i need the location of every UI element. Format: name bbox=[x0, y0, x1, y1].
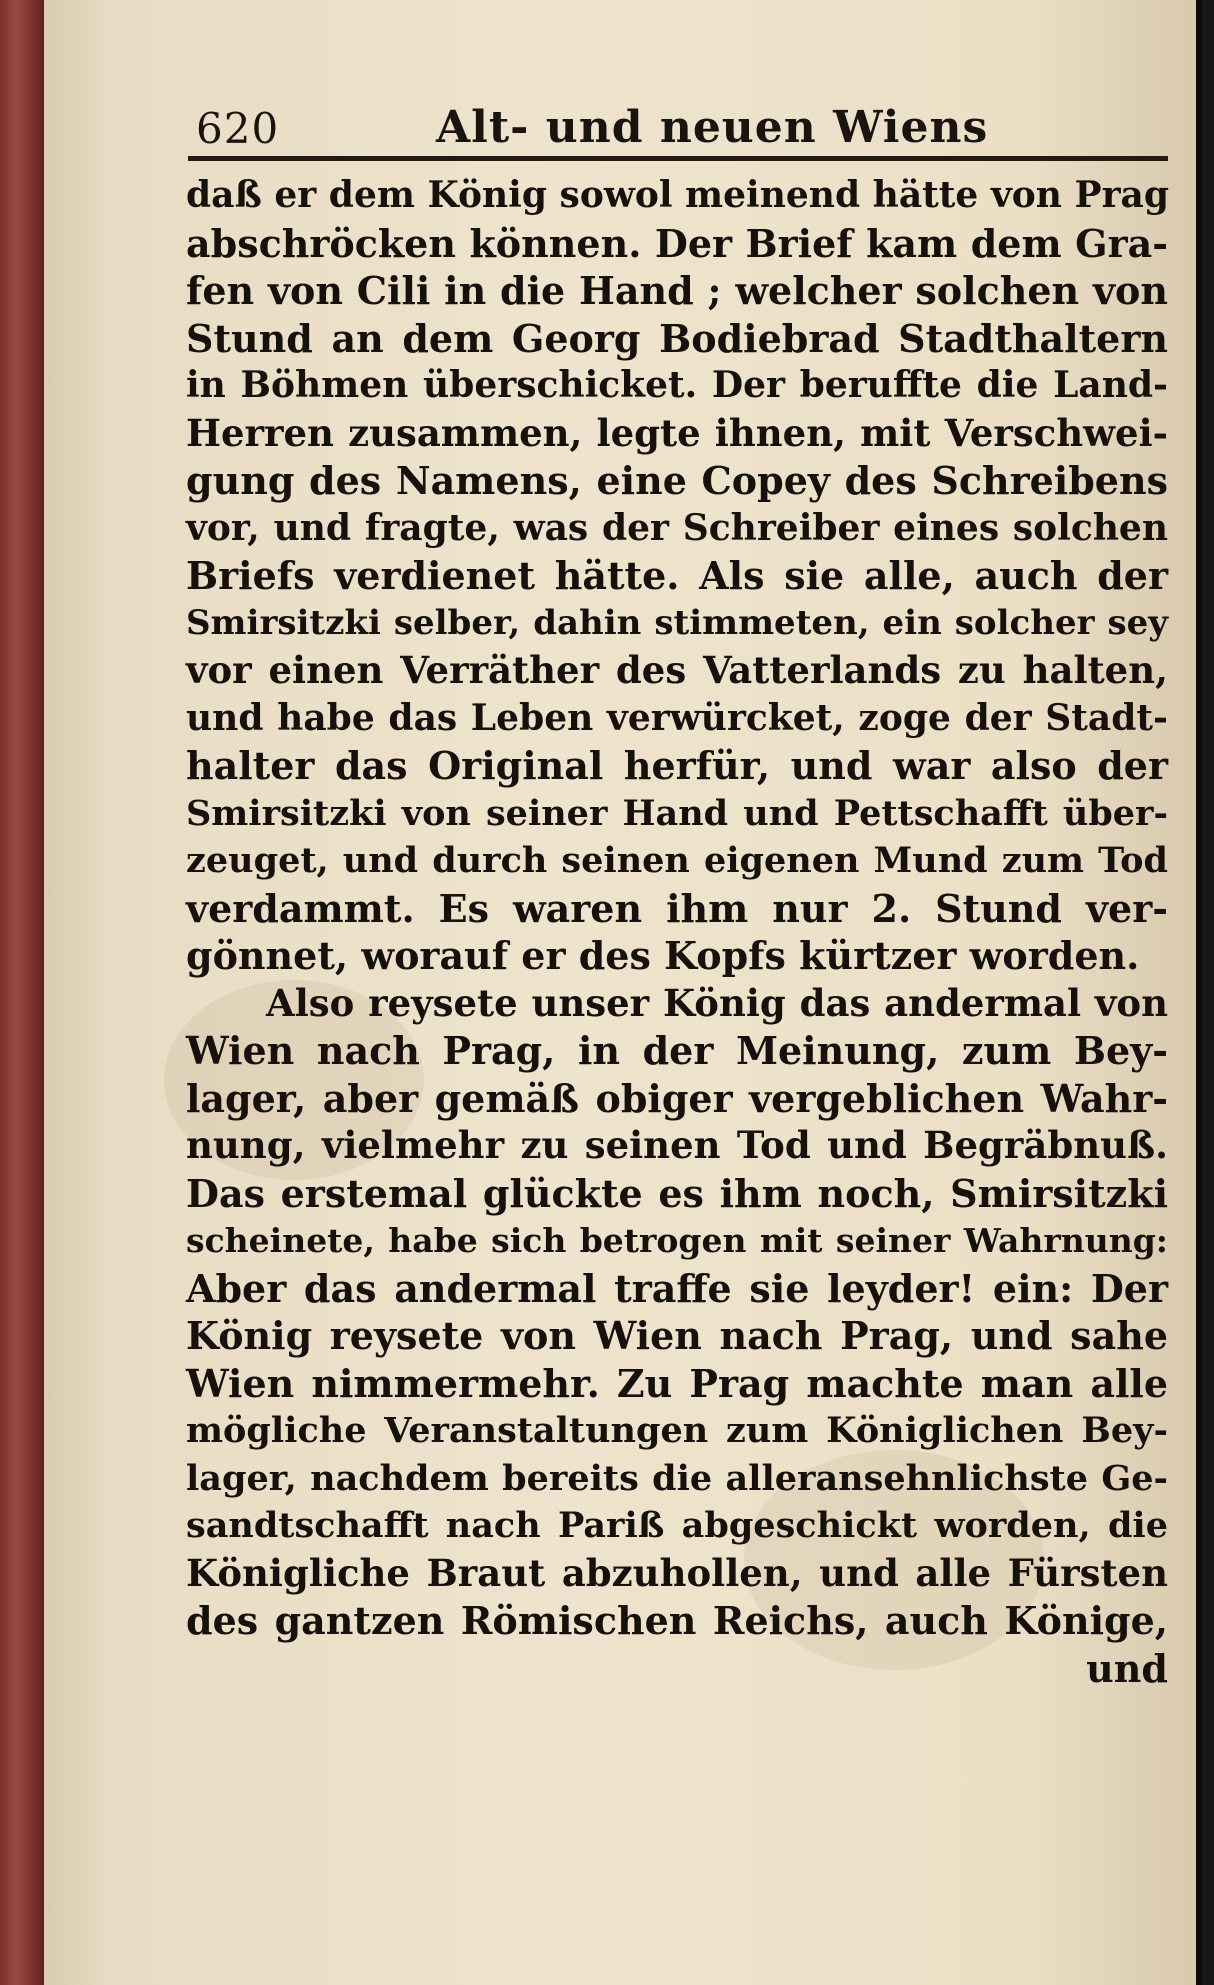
text-line: mögliche Veranstaltungen zum Königlichen Bey- bbox=[186, 1410, 1168, 1451]
book-spine bbox=[0, 0, 44, 1985]
text-line: verdammt. Es waren ihm nur 2. Stund ver- bbox=[186, 885, 1168, 931]
text-line: des gantzen Römischen Reichs, auch Könige, bbox=[186, 1598, 1168, 1643]
text-line: nung, vielmehr zu seinen Tod und Begräbnuß. bbox=[186, 1123, 1168, 1167]
text-line: fen von Cili in die Hand ; welcher solchen von bbox=[186, 268, 1168, 313]
page-edge bbox=[1202, 0, 1214, 1985]
text-line: Wien nach Prag, in der Meinung, zum Bey- bbox=[186, 1028, 1168, 1073]
text-line: zeuget, und durch seinen eigenen Mund zum Tod bbox=[186, 840, 1168, 881]
text-line: Smirsitzki von seiner Hand und Pettschafft über- bbox=[186, 792, 1168, 834]
text-line: und habe das Leben verwürcket, zoge der Stadt- bbox=[186, 696, 1168, 739]
text-line: abschröcken können. Der Brief kam dem Gra- bbox=[186, 220, 1168, 266]
text-line: vor, und fragte, was der Schreiber eines solchen bbox=[186, 506, 1168, 549]
text-line: daß er dem König sowol meinend hätte von Prag bbox=[186, 174, 1170, 216]
header-rule bbox=[188, 156, 1168, 161]
running-head: Alt- und neuen Wiens bbox=[436, 102, 989, 153]
text-line: Briefs verdienet hätte. Als sie alle, auch der bbox=[186, 553, 1168, 598]
text-line: Stund an dem Georg Bodiebrad Stadthaltern bbox=[186, 315, 1168, 361]
paragraph-first-line: Also reysete unser König das andermal von bbox=[266, 980, 1168, 1025]
text-line: Smirsitzki selber, dahin stimmeten, ein solcher sey bbox=[186, 602, 1168, 643]
text-line: scheinete, habe sich betrogen mit seiner Wahrnung: bbox=[186, 1221, 1168, 1260]
text-line: Das erstemal glückte es ihm noch, Smirsitzki bbox=[186, 1170, 1168, 1216]
text-line: lager, nachdem bereits die alleransehnlichste Ge- bbox=[186, 1457, 1168, 1499]
text-line: in Böhmen überschicket. Der beruffte die Land- bbox=[186, 364, 1168, 406]
catchword: und bbox=[1086, 1645, 1168, 1691]
text-line: vor einen Verräther des Vatterlands zu halten, bbox=[186, 648, 1168, 692]
text-line: sandtschafft nach Pariß abgeschickt worden, die bbox=[186, 1505, 1168, 1546]
text-line: König reysete von Wien nach Prag, und sahe bbox=[186, 1313, 1168, 1358]
text-line: Aber das andermal traffe sie leyder! ein: Der bbox=[186, 1265, 1168, 1311]
body-text bbox=[186, 172, 1168, 1692]
text-line: gönnet, worauf er des Kopfs kürtzer worden. bbox=[186, 933, 1140, 978]
text-line: halter das Original herfür, und war also der bbox=[186, 743, 1168, 788]
text-line: Wien nimmermehr. Zu Prag machte man alle bbox=[186, 1360, 1168, 1406]
text-line: gung des Namens, eine Copey des Schreibens bbox=[186, 458, 1168, 503]
text-line: Königliche Braut abzuhollen, und alle Fürsten bbox=[186, 1550, 1168, 1595]
text-line: Herren zusammen, legte ihnen, mit Verschwei- bbox=[186, 410, 1168, 455]
page-number: 620 bbox=[196, 104, 280, 153]
text-line: lager, aber gemäß obiger vergeblichen Wahr- bbox=[186, 1075, 1168, 1121]
